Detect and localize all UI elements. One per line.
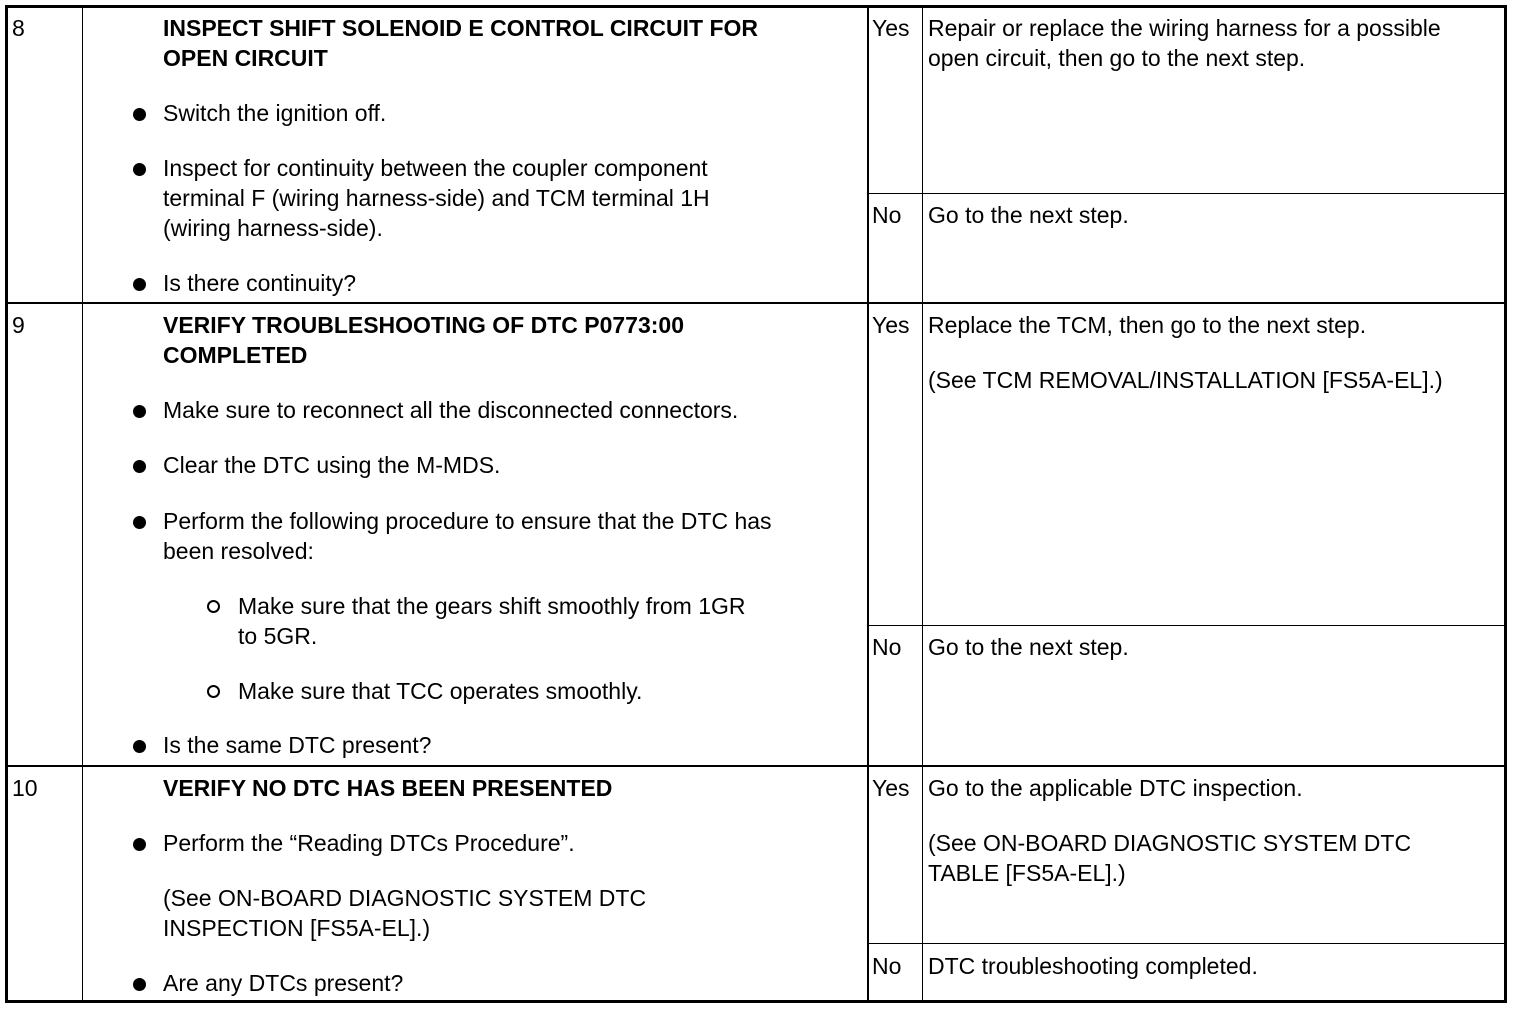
sub-instruction-text: Make sure that the gears shift smoothly from 1GR	[238, 593, 746, 619]
step-title: VERIFY TROUBLESHOOTING OF DTC P0773:00	[163, 312, 685, 338]
troubleshooting-table	[5, 5, 1507, 1003]
no-action: Go to the next step.	[928, 202, 1129, 228]
bullet-icon	[133, 740, 146, 753]
instruction-text: Perform the following procedure to ensure that the DTC has	[163, 508, 772, 534]
bullet-icon	[133, 163, 146, 176]
no-label: No	[872, 202, 902, 228]
no-label: No	[872, 634, 902, 660]
yes-no-divider-9	[868, 625, 1504, 626]
bullet-icon	[133, 278, 146, 291]
bullet-icon	[133, 108, 146, 121]
column-divider-action	[867, 8, 869, 1000]
yes-label: Yes	[872, 15, 910, 41]
instruction-text: Are any DTCs present?	[163, 970, 404, 996]
yes-action: Repair or replace the wiring harness for a possible	[928, 15, 1441, 41]
no-action: Go to the next step.	[928, 634, 1129, 660]
instruction-text: Inspect for continuity between the coupler component	[163, 155, 708, 181]
yes-no-divider-8	[868, 193, 1504, 194]
instruction-text: Perform the “Reading DTCs Procedure”.	[163, 830, 575, 856]
instruction-text: Clear the DTC using the M-MDS.	[163, 452, 501, 478]
instruction-text: Switch the ignition off.	[163, 100, 387, 126]
sub-instruction-text: Make sure that TCC operates smoothly.	[238, 678, 643, 704]
bullet-icon	[133, 516, 146, 529]
sub-bullet-icon	[207, 685, 220, 698]
instruction-text: Make sure to reconnect all the disconnected connectors.	[163, 397, 739, 423]
step-number: 10	[12, 775, 38, 801]
column-divider-result	[922, 8, 923, 1000]
bullet-icon	[133, 978, 146, 991]
instruction-text: terminal F (wiring harness-side) and TCM terminal 1H	[163, 185, 710, 211]
reference-note: (See ON-BOARD DIAGNOSTIC SYSTEM DTC	[163, 885, 647, 911]
yes-label: Yes	[872, 312, 910, 338]
step-number: 8	[12, 15, 25, 41]
bullet-icon	[133, 838, 146, 851]
bullet-icon	[133, 460, 146, 473]
yes-action: Go to the applicable DTC inspection.	[928, 775, 1303, 801]
instruction-text: Is there continuity?	[163, 270, 357, 296]
yes-action: open circuit, then go to the next step.	[928, 45, 1306, 71]
instruction-text: been resolved:	[163, 538, 314, 564]
yes-action: Replace the TCM, then go to the next step.	[928, 312, 1367, 338]
row-divider-9	[8, 302, 1504, 304]
step-title: VERIFY NO DTC HAS BEEN PRESENTED	[163, 775, 613, 801]
no-action: DTC troubleshooting completed.	[928, 953, 1258, 979]
step-title: COMPLETED	[163, 342, 308, 368]
step-title: INSPECT SHIFT SOLENOID E CONTROL CIRCUIT FOR	[163, 15, 759, 41]
column-divider-step	[82, 8, 83, 1000]
sub-instruction-text: to 5GR.	[238, 623, 318, 649]
yes-reference: (See TCM REMOVAL/INSTALLATION [FS5A-EL].)	[928, 367, 1443, 393]
reference-note: INSPECTION [FS5A-EL].)	[163, 915, 431, 941]
step-title: OPEN CIRCUIT	[163, 45, 328, 71]
row-divider-10	[8, 765, 1504, 767]
step-number: 9	[12, 312, 25, 338]
instruction-text: (wiring harness-side).	[163, 215, 383, 241]
instruction-text: Is the same DTC present?	[163, 732, 432, 758]
sub-bullet-icon	[207, 600, 220, 613]
no-label: No	[872, 953, 902, 979]
yes-reference: (See ON-BOARD DIAGNOSTIC SYSTEM DTC	[928, 830, 1412, 856]
yes-reference: TABLE [FS5A-EL].)	[928, 860, 1126, 886]
yes-label: Yes	[872, 775, 910, 801]
yes-no-divider-10	[868, 943, 1504, 944]
bullet-icon	[133, 405, 146, 418]
